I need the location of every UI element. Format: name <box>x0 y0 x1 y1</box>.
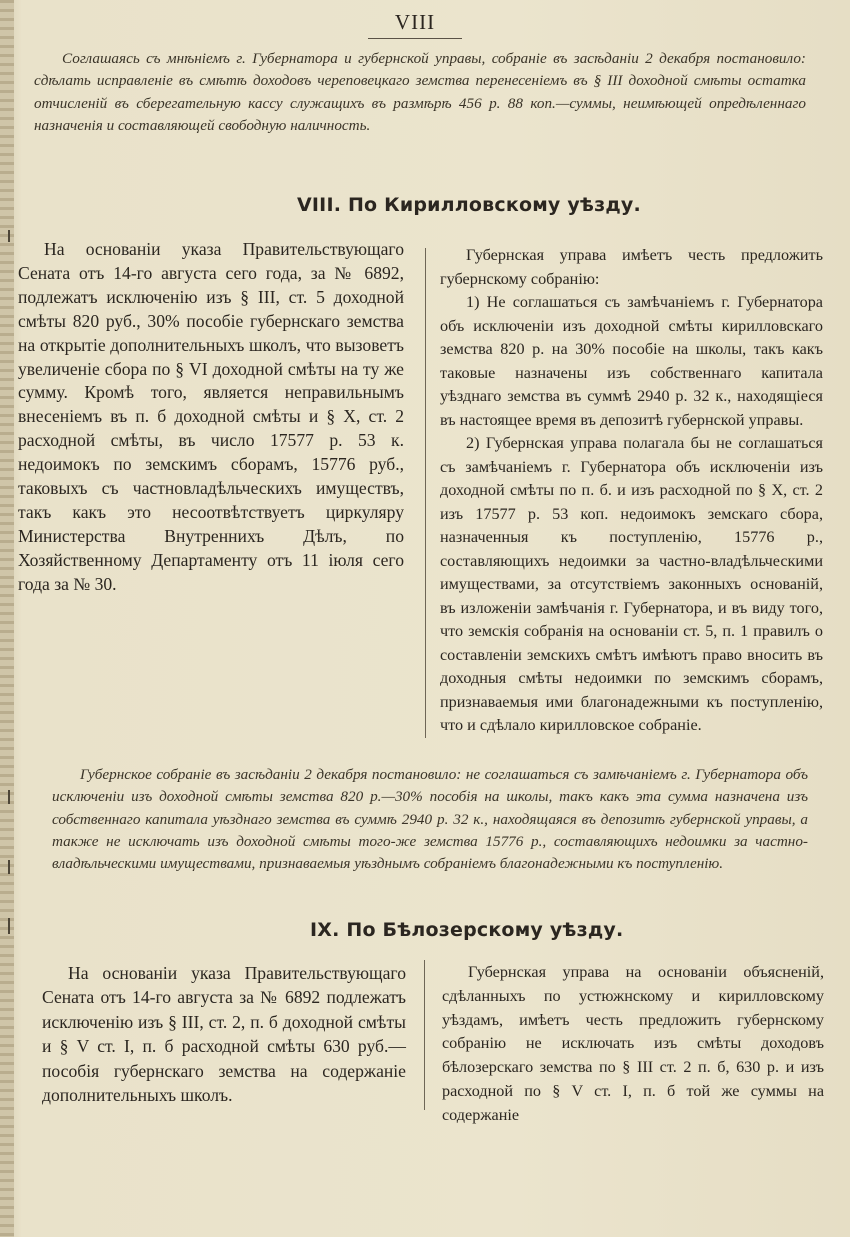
right-paragraph-2: 2) Губернская управа полагала бы не соглашаться съ замѣчаніемъ г. Губернатора объ исключеніи изъ доходной смѣты по п. б. и изъ расходной по § X, ст. 2 изъ 17577 р. 53 коп. недоимокъ земскаго сбора, назначенныя къ поступленію, 15776 р., составляющихъ недоимки за частно-владѣльческими имуществами, за отсутствіемъ законныхъ основаній, въ изложеніи замѣчанія г. Губернатора, и въ виду того, что земскія собранія на основаніи ст. 5, п. 1 правилъ о составленіи земскихъ смѣтъ имѣютъ право вносить въ доходныя смѣты недоимки по земскимъ сборамъ, признаваемыя ими благонадежными къ поступленію, что и сдѣлало кирилловское собраніе. <box>440 434 823 734</box>
left-column-kirillov <box>18 238 404 597</box>
margin-mark <box>8 790 10 804</box>
margin-mark <box>8 230 10 242</box>
right-column-kirillov <box>440 244 823 738</box>
right-column-belozersk <box>442 961 824 1128</box>
assembly-resolution-kirillov: Губернское собраніе въ засѣданіи 2 декабря постановило: не соглашаться съ замѣчаніемъ г. Губернатора объ исключеніи изъ доходной смѣты земства 820 р.—30% пособія на школы, такъ какъ эта сумма назначена изъ собственнаго капитала уѣзднаго земства въ суммѣ 2940 р. 32 к., находящаяся въ депозитѣ губернской управы, а также не исключать изъ доходной смѣты того-же земства 15776 р., составляющихъ недоимки за частно-владѣльческими имуществами, признаваемыя уѣзднымъ собраніемъ благонадежными къ поступленію. <box>52 766 808 873</box>
column-divider <box>425 248 426 738</box>
right-paragraph: Губернская управа на основаніи объясненій, сдѣланныхъ по устюжнскому и кирилловскому уѣздамъ, имѣетъ честь предложить губернскому собранію не исключать изъ смѣты доходовъ бѣлозерскаго земства по § III ст. 2 п. б, 630 р. и изъ расходной по § V ст. I, п. б той же суммы на содержаніе <box>442 963 824 1124</box>
left-column-belozersk <box>42 961 406 1107</box>
intro-resolution: Соглашаясь съ мнѣніемъ г. Губернатора и губернской управы, собраніе въ засѣданіи 2 декабря постановило: сдѣлать исправленіе въ смѣтѣ доходовъ череповецкаго земства перенесеніемъ въ § III доходной смѣты остатка отчисленій въ сберегательную кассу служащихъ въ размѣрѣ 456 р. 88 коп.—суммы, неимѣющей опредѣленнаго назначенія и составляющей свободную наличность. <box>34 50 806 134</box>
left-paragraph: На основаніи указа Правительствующаго Сената отъ 14-го августа за № 6892 подлежатъ исключенію изъ § III, ст. 2, п. б доходной смѣты и § V ст. I, п. б расходной смѣты 630 руб.—пособія губернскаго земства на содержаніе дополнительныхъ школъ. <box>42 963 406 1106</box>
section-heading-kirillov: VIII. По Кирилловскому уѣзду. <box>297 194 641 216</box>
margin-mark <box>8 918 10 934</box>
page-number: VIII <box>394 10 436 34</box>
margin-mark <box>8 860 10 874</box>
right-intro-paragraph: Губернская управа имѣетъ честь предложить губернскому собранію: <box>440 246 823 288</box>
page-binding-edge <box>0 0 14 1237</box>
left-paragraph: На основаніи указа Правительствующаго Сената отъ 14-го августа сего года, за № 6892, подлежатъ исключенію изъ § III, ст. 5 доходной смѣты 820 руб., 30% пособіе губернскаго земства на открытіе дополнительныхъ школъ, что вызоветъ увеличеніе сбора по § VI доходной смѣты на ту же сумму. Кромѣ того, является неправильнымъ внесеніемъ въ п. б доходной смѣты и § X, ст. 2 расходной смѣты, въ число 17577 р. 53 к. недоимокъ по земскимъ сборамъ, 15776 руб., таковыхъ съ частновладѣльческихъ имуществъ, такъ какъ это несоотвѣтствуетъ циркуляру Министерства Внутреннихъ Дѣлъ, по Хозяйственному Департаменту отъ 11 іюля сего года за № 30. <box>18 239 404 594</box>
column-divider <box>424 960 425 1110</box>
page-number-rule <box>368 38 462 39</box>
right-paragraph-1: 1) Не соглашаться съ замѣчаніемъ г. Губернатора объ исключеніи изъ доходной смѣты кирилловскаго земства 820 р. на 30% пособіе на школы, такъ какъ таковые назначены изъ собственнаго капитала уѣзднаго земства въ суммѣ 2940 р. 32 к., находящіеся въ настоящее время въ депозитѣ губернской управы. <box>440 293 823 429</box>
section-heading-belozersk: IX. По Бѣлозерскому уѣзду. <box>310 919 624 941</box>
